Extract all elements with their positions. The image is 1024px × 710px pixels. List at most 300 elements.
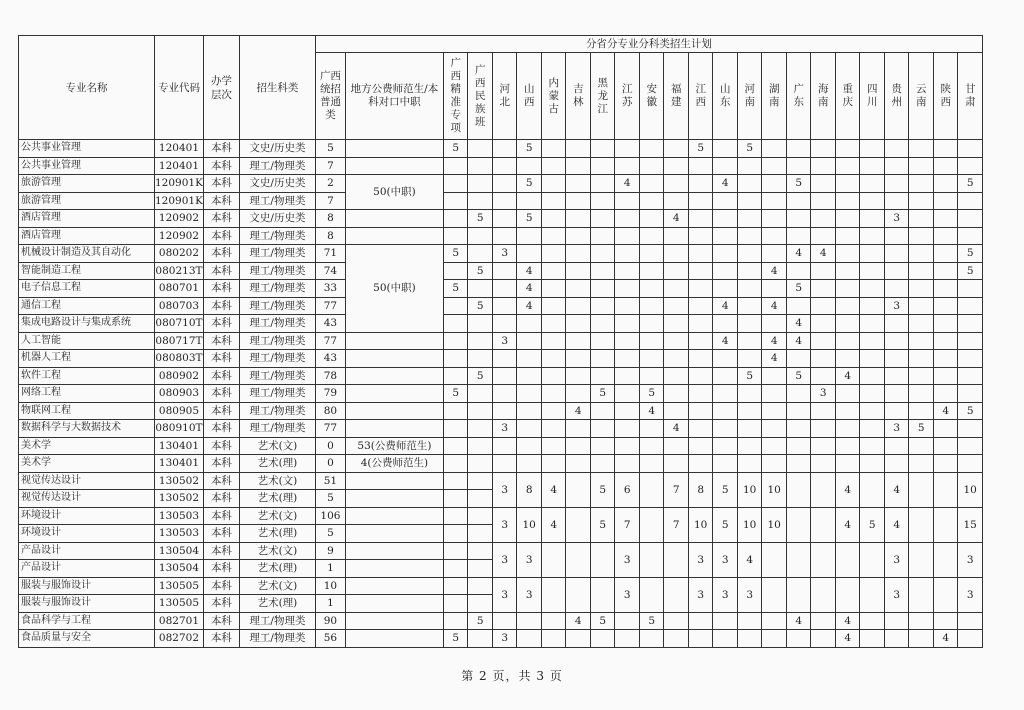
guangxi-general-cell: 80 — [315, 402, 345, 420]
province-quota-cell: 3 — [958, 577, 983, 612]
province-quota-cell: 4 — [713, 297, 738, 315]
province-quota-cell — [492, 385, 517, 403]
province-quota-cell — [762, 227, 787, 245]
province-quota-cell — [811, 350, 836, 368]
province-quota-cell — [933, 262, 958, 280]
level-cell: 本科 — [203, 192, 239, 210]
province-quota-cell: 5 — [590, 612, 615, 630]
province-quota-cell: 3 — [492, 577, 517, 612]
province-quota-cell — [517, 455, 542, 473]
province-quota-cell — [835, 297, 860, 315]
province-quota-cell — [835, 245, 860, 263]
province-quota-cell — [541, 332, 566, 350]
major-name-cell: 美术学 — [19, 455, 155, 473]
province-quota-cell — [958, 210, 983, 228]
table-row — [19, 420, 983, 438]
province-quota-cell — [639, 297, 664, 315]
province-quota-cell — [566, 192, 591, 210]
province-quota-cell — [590, 245, 615, 263]
province-quota-cell: 3 — [492, 472, 517, 507]
province-quota-cell: 4 — [884, 507, 909, 542]
major-code-cell: 080202 — [155, 245, 204, 263]
guangxi-general-cell: 43 — [315, 315, 345, 333]
province-quota-cell: 4 — [762, 332, 787, 350]
category-cell: 理工/物理类 — [239, 227, 315, 245]
province-quota-cell: 3 — [958, 542, 983, 577]
province-quota-cell — [664, 455, 689, 473]
province-quota-cell: 4 — [933, 402, 958, 420]
category-cell: 艺术(文) — [239, 472, 315, 490]
province-quota-cell — [884, 157, 909, 175]
guangxi-special-cell — [468, 280, 493, 298]
guangxi-special-cell — [443, 420, 468, 438]
province-quota-cell — [835, 455, 860, 473]
province-quota-cell — [835, 350, 860, 368]
province-quota-cell — [884, 630, 909, 648]
province-quota-cell — [517, 437, 542, 455]
province-quota-cell: 4 — [615, 175, 640, 193]
province-quota-cell — [590, 577, 615, 612]
category-cell: 理工/物理类 — [239, 297, 315, 315]
major-code-cell: 080803T — [155, 350, 204, 368]
province-quota-cell: 3 — [615, 542, 640, 577]
province-quota-cell — [884, 455, 909, 473]
province-quota-cell — [909, 402, 934, 420]
major-name-cell: 物联网工程 — [19, 402, 155, 420]
province-quota-cell — [590, 280, 615, 298]
province-quota-cell — [933, 437, 958, 455]
major-name-cell: 视觉传达设计 — [19, 490, 155, 508]
province-quota-cell — [786, 420, 811, 438]
province-quota-cell: 10 — [737, 507, 762, 542]
guangxi-special-cell — [468, 595, 493, 613]
major-name-cell: 食品质量与安全 — [19, 630, 155, 648]
province-quota-cell — [541, 420, 566, 438]
major-name-cell: 集成电路设计与集成系统 — [19, 315, 155, 333]
province-header: 内蒙古 — [541, 53, 566, 140]
province-quota-cell: 5 — [639, 385, 664, 403]
guangxi-special-cell — [468, 332, 493, 350]
province-quota-cell — [615, 420, 640, 438]
province-quota-cell — [664, 140, 689, 158]
province-quota-cell — [884, 280, 909, 298]
local-quota-cell — [345, 420, 443, 438]
province-quota-cell — [762, 455, 787, 473]
table-row — [19, 245, 983, 263]
major-name-cell: 电子信息工程 — [19, 280, 155, 298]
province-quota-cell — [958, 157, 983, 175]
local-quota-cell — [345, 350, 443, 368]
province-quota-cell — [811, 455, 836, 473]
province-quota-cell — [664, 192, 689, 210]
province-quota-cell — [933, 175, 958, 193]
province-quota-cell: 5 — [590, 472, 615, 507]
province-quota-cell — [909, 385, 934, 403]
province-quota-cell — [664, 262, 689, 280]
province-quota-cell: 7 — [664, 472, 689, 507]
province-quota-cell — [811, 297, 836, 315]
guangxi-general-cell: 1 — [315, 560, 345, 578]
province-quota-cell — [835, 437, 860, 455]
province-quota-cell — [786, 455, 811, 473]
province-quota-cell — [615, 280, 640, 298]
major-code-cell: 130502 — [155, 490, 204, 508]
province-quota-cell — [688, 280, 713, 298]
province-quota-cell — [811, 420, 836, 438]
province-quota-cell — [517, 630, 542, 648]
enrollment-plan-table — [18, 35, 983, 648]
guangxi-special-cell — [468, 385, 493, 403]
province-quota-cell — [835, 542, 860, 577]
province-quota-cell — [713, 385, 738, 403]
major-code-cell: 080910T — [155, 420, 204, 438]
level-cell: 本科 — [203, 455, 239, 473]
province-quota-cell — [590, 262, 615, 280]
province-quota-cell — [713, 350, 738, 368]
category-cell: 理工/物理类 — [239, 612, 315, 630]
province-quota-cell — [713, 157, 738, 175]
province-quota-cell — [639, 542, 664, 577]
table-row — [19, 630, 983, 648]
table-row — [19, 332, 983, 350]
province-quota-cell — [517, 192, 542, 210]
major-code-cell: 080905 — [155, 402, 204, 420]
guangxi-special-cell: 5 — [468, 612, 493, 630]
province-quota-cell — [688, 630, 713, 648]
province-quota-cell: 3 — [492, 245, 517, 263]
province-quota-cell — [860, 472, 885, 507]
province-quota-cell — [958, 297, 983, 315]
province-quota-cell — [688, 350, 713, 368]
guangxi-special-cell — [443, 437, 468, 455]
province-quota-cell — [786, 210, 811, 228]
province-quota-cell — [811, 612, 836, 630]
province-quota-cell — [541, 245, 566, 263]
province-quota-cell — [958, 192, 983, 210]
province-quota-cell: 3 — [688, 542, 713, 577]
province-quota-cell — [541, 157, 566, 175]
province-header: 广西民族班 — [468, 53, 493, 140]
province-quota-cell — [860, 140, 885, 158]
province-quota-cell — [909, 227, 934, 245]
guangxi-general-cell: 33 — [315, 280, 345, 298]
major-name-cell: 旅游管理 — [19, 175, 155, 193]
province-header: 吉林 — [566, 53, 591, 140]
major-name-cell: 机械设计制造及其自动化 — [19, 245, 155, 263]
province-quota-cell — [541, 350, 566, 368]
level-cell: 本科 — [203, 542, 239, 560]
level-cell: 本科 — [203, 612, 239, 630]
province-quota-cell: 4 — [664, 420, 689, 438]
province-quota-cell — [566, 472, 591, 507]
major-code-cell: 120901K — [155, 192, 204, 210]
province-quota-cell — [835, 227, 860, 245]
province-quota-cell — [811, 262, 836, 280]
guangxi-special-cell — [468, 507, 493, 525]
province-quota-cell — [688, 332, 713, 350]
province-quota-cell — [909, 210, 934, 228]
table-row — [19, 192, 983, 210]
guangxi-general-cell: 5 — [315, 525, 345, 543]
province-quota-cell — [615, 157, 640, 175]
province-quota-cell — [639, 245, 664, 263]
guangxi-general-cell: 2 — [315, 175, 345, 193]
province-quota-cell — [933, 612, 958, 630]
province-quota-cell — [517, 350, 542, 368]
province-quota-cell: 5 — [860, 507, 885, 542]
province-quota-cell: 4 — [566, 402, 591, 420]
guangxi-special-cell — [443, 297, 468, 315]
guangxi-general-cell: 78 — [315, 367, 345, 385]
province-quota-cell — [541, 385, 566, 403]
province-quota-cell — [933, 507, 958, 542]
province-quota-cell — [615, 437, 640, 455]
table-row — [19, 280, 983, 298]
province-header: 山西 — [517, 53, 542, 140]
province-quota-cell — [786, 472, 811, 507]
major-code-cell: 130505 — [155, 577, 204, 595]
level-cell: 本科 — [203, 385, 239, 403]
guangxi-special-cell — [468, 472, 493, 490]
province-quota-cell — [566, 577, 591, 612]
province-quota-cell: 3 — [713, 577, 738, 612]
province-quota-cell: 10 — [762, 472, 787, 507]
province-quota-cell: 4 — [835, 367, 860, 385]
province-quota-cell — [860, 402, 885, 420]
province-header: 甘肃 — [958, 53, 983, 140]
page-footer: 第 2 页，共 3 页 — [461, 669, 563, 683]
province-quota-cell — [688, 262, 713, 280]
guangxi-general-cell: 5 — [315, 140, 345, 158]
province-quota-cell — [737, 175, 762, 193]
province-header: 陕西 — [933, 53, 958, 140]
province-quota-cell — [517, 315, 542, 333]
province-quota-cell — [566, 175, 591, 193]
province-quota-cell: 7 — [664, 507, 689, 542]
province-quota-cell — [884, 402, 909, 420]
guangxi-general-cell: 90 — [315, 612, 345, 630]
province-quota-cell — [688, 157, 713, 175]
province-quota-cell — [541, 315, 566, 333]
province-quota-cell — [639, 472, 664, 507]
province-quota-cell: 3 — [615, 577, 640, 612]
province-quota-cell — [590, 332, 615, 350]
province-quota-cell — [811, 315, 836, 333]
province-quota-cell — [786, 630, 811, 648]
table-row — [19, 262, 983, 280]
province-quota-cell — [713, 280, 738, 298]
province-header: 河北 — [492, 53, 517, 140]
province-quota-cell: 5 — [958, 262, 983, 280]
province-quota-cell: 3 — [713, 542, 738, 577]
province-quota-cell — [958, 612, 983, 630]
province-quota-cell — [615, 332, 640, 350]
province-quota-cell — [688, 315, 713, 333]
level-cell: 本科 — [203, 245, 239, 263]
province-quota-cell: 4 — [517, 262, 542, 280]
province-quota-cell — [566, 280, 591, 298]
province-quota-cell — [860, 437, 885, 455]
province-quota-cell — [786, 437, 811, 455]
guangxi-special-cell: 5 — [443, 630, 468, 648]
province-quota-cell — [615, 385, 640, 403]
major-name-cell: 酒店管理 — [19, 210, 155, 228]
major-code-cell: 080703 — [155, 297, 204, 315]
province-quota-cell — [664, 245, 689, 263]
major-code-cell: 130504 — [155, 542, 204, 560]
local-quota-cell — [345, 612, 443, 630]
major-code-cell: 080213T — [155, 262, 204, 280]
local-quota-cell — [345, 140, 443, 158]
province-quota-cell — [615, 227, 640, 245]
province-quota-cell: 3 — [884, 542, 909, 577]
province-quota-cell: 3 — [492, 420, 517, 438]
province-quota-cell — [639, 577, 664, 612]
province-quota-cell: 5 — [958, 175, 983, 193]
province-quota-cell — [566, 350, 591, 368]
level-cell: 本科 — [203, 350, 239, 368]
province-header: 黑龙江 — [590, 53, 615, 140]
province-quota-cell — [664, 227, 689, 245]
province-quota-cell — [688, 437, 713, 455]
province-quota-cell — [884, 350, 909, 368]
province-quota-cell — [688, 420, 713, 438]
guangxi-special-cell — [443, 490, 468, 508]
province-quota-cell — [835, 210, 860, 228]
province-quota-cell — [713, 367, 738, 385]
province-quota-cell: 6 — [615, 472, 640, 507]
guangxi-special-cell — [468, 455, 493, 473]
province-quota-cell — [909, 332, 934, 350]
category-cell: 艺术(理) — [239, 595, 315, 613]
level-cell: 本科 — [203, 332, 239, 350]
province-quota-cell — [492, 210, 517, 228]
province-quota-cell — [566, 157, 591, 175]
level-cell: 本科 — [203, 157, 239, 175]
province-quota-cell: 4 — [541, 472, 566, 507]
province-quota-cell — [762, 630, 787, 648]
province-header: 江西 — [688, 53, 713, 140]
local-quota-cell — [345, 542, 443, 560]
province-quota-cell — [737, 350, 762, 368]
province-quota-cell — [860, 455, 885, 473]
guangxi-special-cell — [443, 507, 468, 525]
province-quota-cell: 3 — [492, 332, 517, 350]
category-cell: 艺术(理) — [239, 525, 315, 543]
table-row — [19, 385, 983, 403]
category-cell: 理工/物理类 — [239, 367, 315, 385]
province-quota-cell — [615, 367, 640, 385]
province-quota-cell — [615, 140, 640, 158]
province-quota-cell — [933, 577, 958, 612]
province-quota-cell: 3 — [688, 577, 713, 612]
province-header: 湖南 — [762, 53, 787, 140]
table-row — [19, 472, 983, 490]
major-code-cell: 080902 — [155, 367, 204, 385]
major-code-cell: 080717T — [155, 332, 204, 350]
province-header: 山东 — [713, 53, 738, 140]
major-name-cell: 服装与服饰设计 — [19, 577, 155, 595]
guangxi-general-cell: 77 — [315, 420, 345, 438]
level-cell: 本科 — [203, 472, 239, 490]
major-name-cell: 环境设计 — [19, 507, 155, 525]
province-quota-cell: 8 — [688, 472, 713, 507]
province-quota-cell — [786, 157, 811, 175]
province-quota-cell — [860, 577, 885, 612]
category-header: 招生科类 — [239, 36, 315, 140]
level-header: 办学层次 — [203, 36, 239, 140]
major-code-cell: 082701 — [155, 612, 204, 630]
province-quota-cell — [811, 402, 836, 420]
province-quota-cell — [590, 402, 615, 420]
province-quota-cell — [639, 367, 664, 385]
guangxi-special-cell — [468, 315, 493, 333]
local-quota-cell — [345, 472, 443, 490]
province-quota-cell — [737, 157, 762, 175]
province-quota-cell — [909, 192, 934, 210]
guangxi-special-cell — [443, 315, 468, 333]
table-row — [19, 437, 983, 455]
province-quota-cell — [639, 157, 664, 175]
province-quota-cell: 5 — [958, 245, 983, 263]
province-quota-cell — [958, 140, 983, 158]
province-quota-cell — [713, 140, 738, 158]
province-quota-cell — [958, 315, 983, 333]
province-quota-cell — [590, 157, 615, 175]
province-quota-cell — [590, 455, 615, 473]
major-name-cell: 产品设计 — [19, 560, 155, 578]
province-quota-cell — [933, 210, 958, 228]
province-quota-cell — [688, 297, 713, 315]
province-quota-cell — [590, 367, 615, 385]
category-cell: 艺术(文) — [239, 437, 315, 455]
province-quota-cell — [884, 245, 909, 263]
table-row — [19, 157, 983, 175]
province-quota-cell — [909, 367, 934, 385]
province-quota-cell — [909, 175, 934, 193]
province-quota-cell — [566, 542, 591, 577]
province-quota-cell — [492, 612, 517, 630]
province-quota-cell: 3 — [517, 542, 542, 577]
province-quota-cell — [737, 192, 762, 210]
table-row — [19, 140, 983, 158]
province-quota-cell: 5 — [517, 175, 542, 193]
guangxi-special-cell — [468, 560, 493, 578]
province-quota-cell — [860, 227, 885, 245]
province-quota-cell — [590, 420, 615, 438]
major-name-cell: 食品科学与工程 — [19, 612, 155, 630]
table-row — [19, 297, 983, 315]
province-quota-cell — [713, 630, 738, 648]
province-quota-cell — [517, 367, 542, 385]
province-quota-cell — [664, 612, 689, 630]
major-name-cell: 通信工程 — [19, 297, 155, 315]
province-quota-cell — [590, 140, 615, 158]
province-quota-cell — [541, 437, 566, 455]
province-quota-cell — [566, 455, 591, 473]
category-cell: 理工/物理类 — [239, 630, 315, 648]
province-quota-cell: 5 — [590, 507, 615, 542]
guangxi-special-cell — [443, 455, 468, 473]
province-header: 广东 — [786, 53, 811, 140]
category-cell: 艺术(理) — [239, 455, 315, 473]
province-quota-cell — [541, 542, 566, 577]
guangxi-general-cell: 77 — [315, 332, 345, 350]
province-quota-cell — [933, 420, 958, 438]
province-quota-cell: 4 — [762, 262, 787, 280]
guangxi-special-cell — [443, 192, 468, 210]
province-quota-cell — [958, 630, 983, 648]
